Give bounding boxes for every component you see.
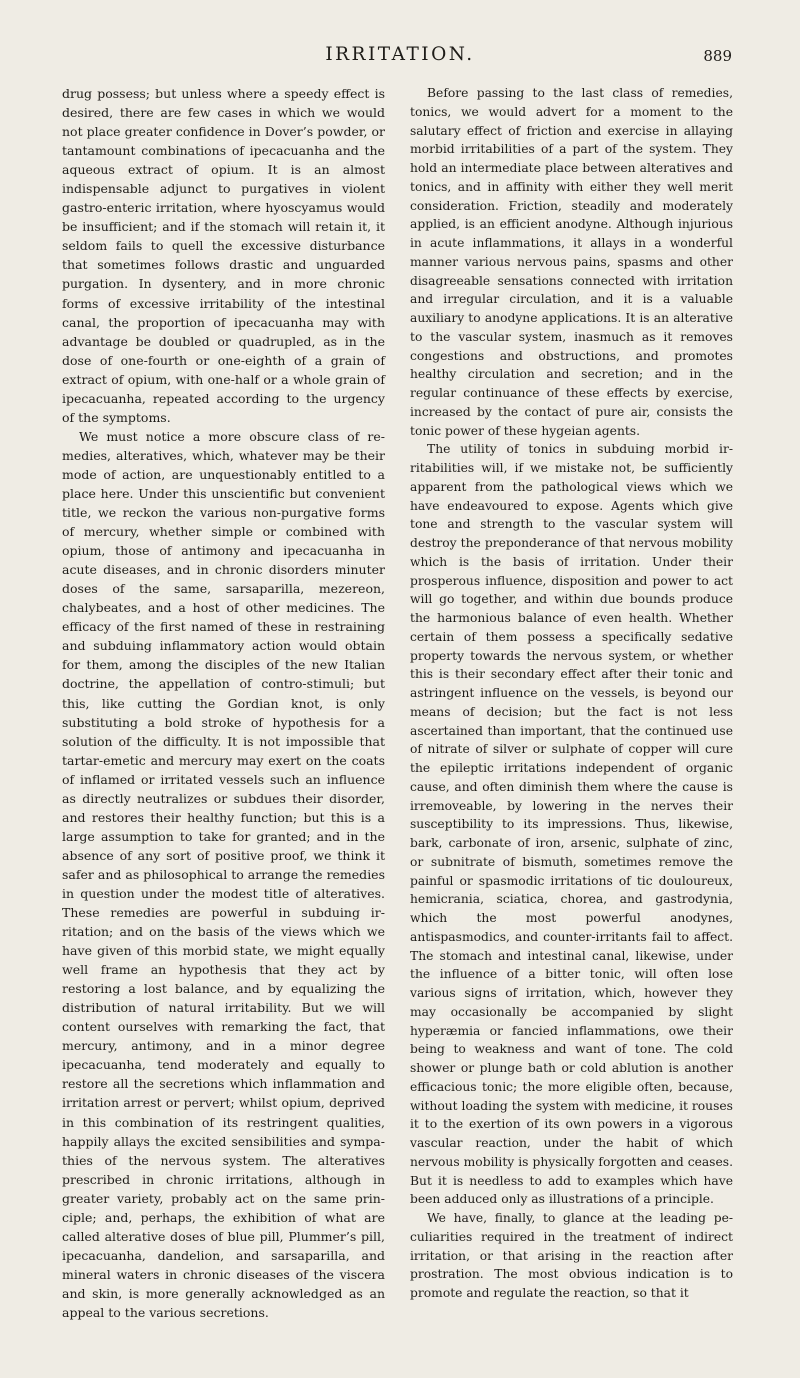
- running-title: IRRITATION.: [325, 44, 475, 65]
- paragraph: We have, finally, to glance at the leading peculiarities required in the treatment of indirect irritation, or that arising in the reaction after prostration. The most obvious indication is to promote and regulate the reaction, so that it: [410, 1211, 733, 1300]
- paragraph: drug possess; but unless where a speedy effect is desired, there are few cases in which we would not place greater confidence in Dover’s powder, or tantamount combinations of ipecacuanha and the aqueous extract of opium. It is an almost indispensable adjunct to purgatives in violent gastro-enteric irritation, where hyoscyamus would be insufficient; and if the stomach will retain it, it seldom fails to quell the excessive disturbance that sometimes follows drastic and unguarded purgation. In dysentery, and in more chronic forms of excessive irritability of the intestinal canal, the proportion of ipecacuanha may with advantage be doubled or quadrupled, as in the dose of one-fourth or one-eighth of a grain of extract of opium, with one-half or a whole grain of ipecacuanha, repeated according to the urgency of the symptoms.: [62, 86, 385, 425]
- right-column: [410, 84, 733, 1303]
- paragraph: Before passing to the last class of remedies, tonics, we would advert for a moment to the salutary effect of friction and exercise in allaying morbid irritabilities of a part of the system. They hold an intermediate place between alteratives and tonics, and in affinity with either they well merit consideration. Friction, steadily and moderately applied, is an efficient anodyne. Although injurious in acute inflammations, it allays in a wonderful manner various nervous pains, spasms and other disagreeable sensations connected with irritation and irregular circulation, and it is a valuable auxiliary to anodyne applications. It is an alterative to the vascular system, inasmuch as it removes congestions and obstructions, and promotes healthy circulation and secretion; and in the regular continuance of these effects by exercise, increased by the contact of pure air, consists the tonic power of these hygeian agents.: [410, 86, 733, 438]
- running-header: [60, 44, 740, 74]
- left-column: [62, 84, 385, 1322]
- page-number: 889: [703, 47, 732, 65]
- paragraph: The utility of tonics in subduing morbid irritabilities will, if we mistake not, be sufficiently apparent from the pathological views which we have endeavoured to expose. Agents which give tone and strength to the vascular system will destroy the preponderance of that nervous mobility which is the basis of irritation. Under their prosperous influence, disposition and power to act will go together, and within due bounds produce the harmonious balance of even health. Whether certain of them possess a specifically sedative property towards the nervous system, or whether this is their secondary effect after their tonic and astringent influence on the vessels, is beyond our means of decision; but the fact is not less ascertained than important, that the continued use of nitrate of silver or sulphate of copper will cure the epileptic irritations independent of organic cause, and often diminish them where the cause is irremoveable, by lowering in the nerves their susceptibility to its impressions. Thus, likewise, bark, carbonate of iron, arsenic, sulphate of zinc, or subnitrate of bismuth, sometimes remove the painful or spasmodic irritations of tic douloureux, hemicrania, sciatica, chorea, and gastrodynia, which the most powerful anodynes, antispasmodics, and counter-irritants fail to affect. The stomach and intestinal canal, likewise, under the influence of a bitter tonic, will often lose various signs of irritation, which, however they may occasionally be accompanied by slight hyperæmia or fancied inflammations, owe their being to weakness and want of tone. The cold shower or plunge bath or cold ablution is another efficacious tonic; the more eligible often, because, without loading the system with medicine, it rouses it to the exertion of its own powers in a vigorous vascular reaction, under the habit of which nervous mobility is physically forgotten and ceases. But it is needless to add to examples which have been adduced only as illustrations of a principle.: [410, 442, 733, 1207]
- paragraph: We must notice a more obscure class of remedies, alteratives, which, whatever may be their mode of action, are unquestionably entitled to a place here. Under this unscientific but convenient title, we reckon the various non-purgative forms of mercury, whether simple or combined with opium, those of antimony and ipecacuanha in acute diseases, and in chronic disorders minuter doses of the same, sarsaparilla, mezereon, chalybeates, and a host of other medicines. The efficacy of the first named of these in restraining and subduing inflammatory action would obtain for them, among the disciples of the new Italian doctrine, the appellation of contro-stimuli; but this, like cutting the Gordian knot, is only substituting a bold stroke of hypothesis for a solution of the difficulty. It is not impossible that tartar-emetic and mercury may exert on the coats of inflamed or irritated vessels such an influence as directly neutralizes or subdues their disorder, and restores their healthy function; but this is a large assumption to take for granted; and in the absence of any sort of positive proof, we think it safer and as philosophical to arrange the remedies in question under the modest title of alteratives. These remedies are powerful in subduing irritation; and on the basis of the views which we have given of this morbid state, we might equally well frame an hypothesis that they act by restoring a lost balance, and by equalizing the distribution of natural irritability. But we will content ourselves with remarking the fact, that mercury, antimony, and in a minor degree ipecacuanha, tend moderately and equally to restore all the secretions which inflammation and irritation arrest or pervert; whilst opium, deprived in this combination of its restringent qualities, happily allays the excited sensibilities and sympathies of the nervous system. The alteratives prescribed in chronic irritations, although in greater variety, probably act on the same principle; and, perhaps, the exhibition of what are called alterative doses of blue pill, Plummer’s pill, ipecacuanha, dandelion, and sarsaparilla, and mineral waters in chronic diseases of the viscera and skin, is more generally acknowledged as an appeal to the various secretions.: [62, 428, 385, 1320]
